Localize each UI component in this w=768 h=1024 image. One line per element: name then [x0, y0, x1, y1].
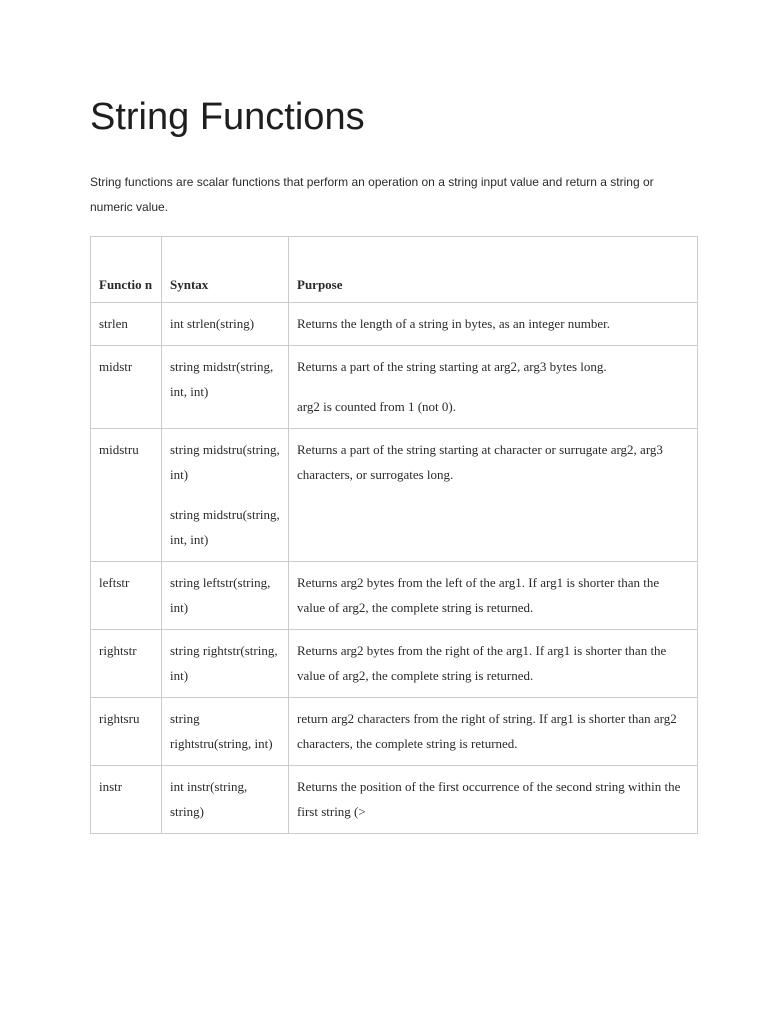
- page-title: String Functions: [90, 96, 365, 138]
- syntax-text: string rightstr(string, int): [170, 643, 278, 683]
- header-purpose: Purpose: [289, 237, 698, 303]
- purpose-cell: [289, 766, 698, 834]
- table-row: [91, 562, 698, 630]
- purpose-cell: [289, 346, 698, 429]
- purpose-cell: [289, 429, 698, 562]
- purpose-cell: [289, 630, 698, 698]
- function-name: instr: [91, 766, 162, 834]
- purpose-text: Returns a part of the string starting at arg2, arg3 bytes long.: [297, 359, 607, 374]
- table-header-row: [91, 237, 698, 303]
- table-row: [91, 429, 698, 562]
- table-row: [91, 630, 698, 698]
- purpose-text: Returns the position of the first occurrence of the second string within the first string (>: [297, 779, 681, 819]
- purpose-text: return arg2 characters from the right of string. If arg1 is shorter than arg2 characters, the complete string is returned.: [297, 711, 677, 751]
- purpose-cell: [289, 562, 698, 630]
- function-name: strlen: [91, 303, 162, 346]
- syntax-cell: [162, 698, 289, 766]
- table-row: [91, 766, 698, 834]
- table-row: [91, 346, 698, 429]
- purpose-cell: [289, 698, 698, 766]
- syntax-cell: [162, 429, 289, 562]
- syntax-cell: [162, 630, 289, 698]
- purpose-text: Returns a part of the string starting at character or surrugate arg2, arg3 characters, or surrogates long.: [297, 442, 663, 482]
- syntax-text: string midstru(string, int): [170, 442, 280, 482]
- purpose-text: Returns arg2 bytes from the right of the arg1. If arg1 is shorter than the value of arg2, the complete string is returned.: [297, 643, 667, 683]
- function-name: midstru: [91, 429, 162, 562]
- syntax-text: string rightstru(string, int): [170, 711, 273, 751]
- intro-paragraph: String functions are scalar functions that perform an operation on a string input value and return a string or numeric value.: [90, 175, 654, 214]
- function-name: leftstr: [91, 562, 162, 630]
- purpose-text: arg2 is counted from 1 (not 0).: [297, 399, 456, 414]
- purpose-text: Returns arg2 bytes from the left of the arg1. If arg1 is shorter than the value of arg2, the complete string is returned.: [297, 575, 660, 615]
- syntax-cell: [162, 346, 289, 429]
- table-row: [91, 303, 698, 346]
- syntax-text: int strlen(string): [170, 316, 255, 331]
- syntax-text: string leftstr(string, int): [170, 575, 271, 615]
- syntax-text: string midstr(string, int, int): [170, 359, 274, 399]
- syntax-text: int instr(string, string): [170, 779, 248, 819]
- header-syntax: Syntax: [162, 237, 289, 303]
- syntax-cell: [162, 303, 289, 346]
- function-name: rightsru: [91, 698, 162, 766]
- table-row: [91, 698, 698, 766]
- string-functions-table: [90, 236, 698, 834]
- function-name: rightstr: [91, 630, 162, 698]
- purpose-cell: [289, 303, 698, 346]
- function-name: midstr: [91, 346, 162, 429]
- syntax-cell: [162, 562, 289, 630]
- header-function: Functio n: [91, 237, 162, 303]
- syntax-text: string midstru(string, int, int): [170, 507, 280, 547]
- syntax-cell: [162, 766, 289, 834]
- purpose-text: Returns the length of a string in bytes, as an integer number.: [297, 316, 611, 331]
